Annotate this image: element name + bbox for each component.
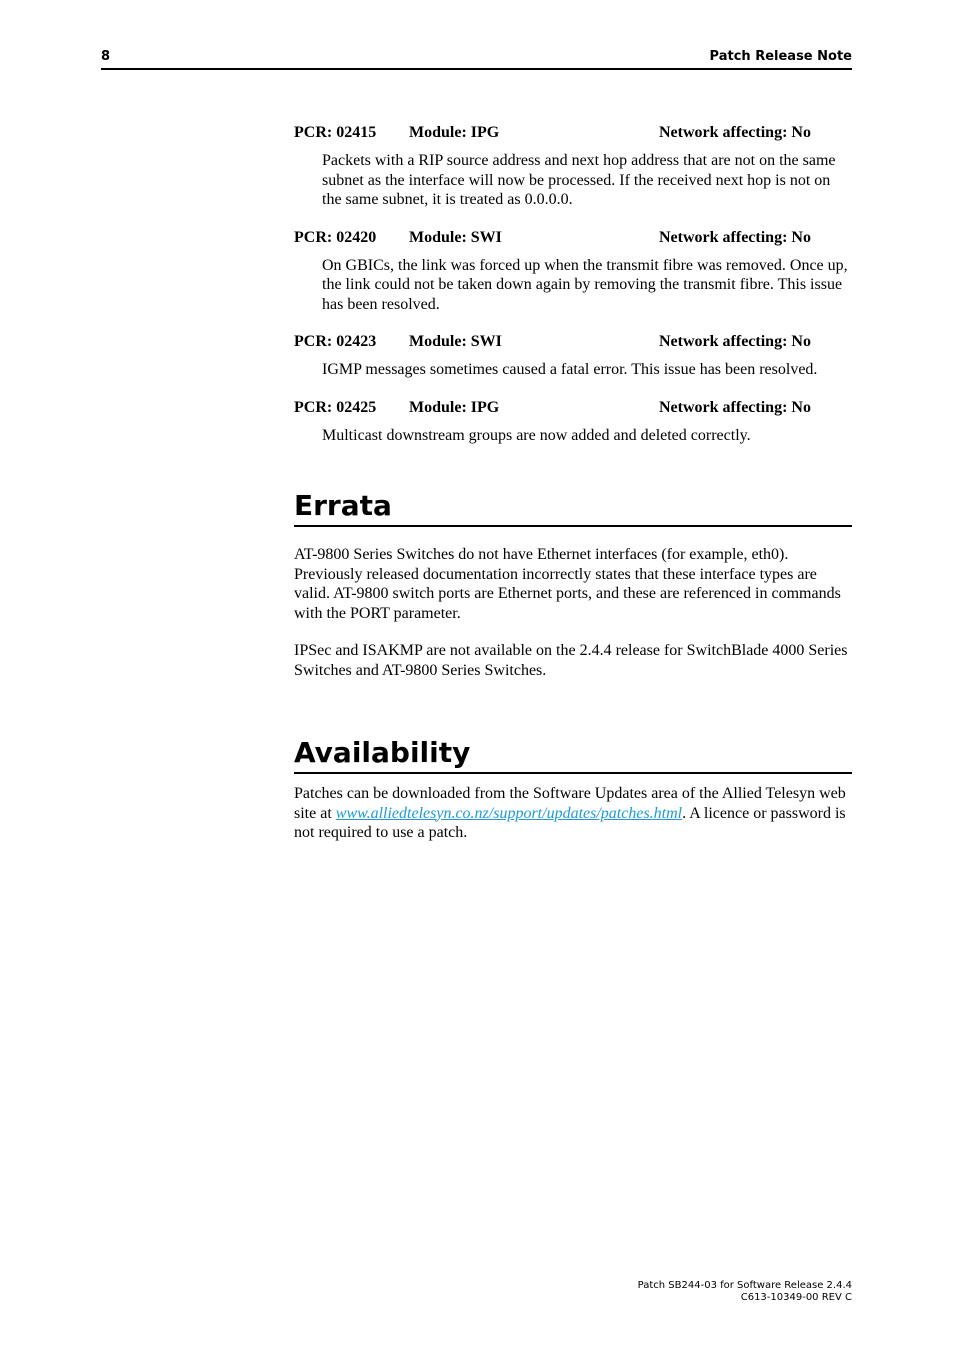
pcr-heading	[294, 123, 852, 145]
page-header	[101, 48, 852, 70]
availability-paragraph	[294, 784, 852, 843]
pcr-module: Module: SWI	[409, 228, 502, 246]
pcr-entry	[294, 332, 852, 380]
main-content	[294, 123, 852, 843]
availability-text: Patches can be downloaded from the Software Updates area of the Allied Telesyn web site at	[294, 785, 846, 822]
errata-heading: Errata	[294, 489, 852, 527]
pcr-entry	[294, 228, 852, 315]
pcr-id: PCR: 02425	[294, 398, 377, 416]
errata-paragraph: AT-9800 Series Switches do not have Ethernet interfaces (for example, eth0). Previously released documentation incorrectly states that these interface types are valid. AT-9800 switch ports are Ethernet ports, and these are referenced in commands with the PORT parameter.	[294, 546, 841, 622]
pcr-id: PCR: 02415	[294, 124, 377, 141]
pcr-description: Multicast downstream groups are now added and deleted correctly.	[322, 426, 751, 444]
pcr-description: Packets with a RIP source address and next hop address that are not on the same subnet as the interface will now be processed. If the received next hop is not on the same subnet, it is treated as 0.0.0.0.	[322, 152, 836, 208]
pcr-heading	[294, 228, 852, 250]
pcr-module: Module: SWI	[409, 333, 502, 350]
pcr-id: PCR: 02423	[294, 333, 377, 350]
pcr-network-affecting: Network affecting: No	[659, 398, 811, 416]
errata-paragraph: IPSec and ISAKMP are not available on the 2.4.4 release for SwitchBlade 4000 Series Switches and AT-9800 Series Switches.	[294, 642, 848, 679]
pcr-network-affecting: Network affecting: No	[659, 124, 811, 141]
pcr-module: Module: IPG	[409, 124, 500, 141]
footer-doc-code: C613-10349-00 REV C	[740, 1292, 852, 1303]
pcr-network-affecting: Network affecting: No	[659, 228, 811, 246]
pcr-heading	[294, 398, 852, 420]
document-title: Patch Release Note	[709, 49, 852, 64]
pcr-id: PCR: 02420	[294, 228, 377, 246]
page-footer	[638, 1280, 852, 1304]
availability-text-end: . A licence or password is not required to use a patch.	[294, 804, 846, 841]
pcr-network-affecting: Network affecting: No	[659, 333, 811, 350]
patches-link[interactable]: www.alliedtelesyn.co.nz/support/updates/patches.html	[335, 804, 683, 822]
pcr-module: Module: IPG	[409, 398, 500, 416]
pcr-heading	[294, 332, 852, 354]
pcr-description: On GBICs, the link was forced up when the transmit fibre was removed. Once up, the link could not be taken down again by removing the transmit fibre. This issue has been resolved.	[322, 256, 848, 313]
footer-patch-info: Patch SB244-03 for Software Release 2.4.4	[637, 1280, 852, 1291]
pcr-description: IGMP messages sometimes caused a fatal error. This issue has been resolved.	[322, 361, 818, 378]
page-number: 8	[101, 49, 111, 64]
availability-heading: Availability	[294, 736, 852, 774]
pcr-entry	[294, 123, 852, 210]
pcr-entry	[294, 398, 852, 446]
